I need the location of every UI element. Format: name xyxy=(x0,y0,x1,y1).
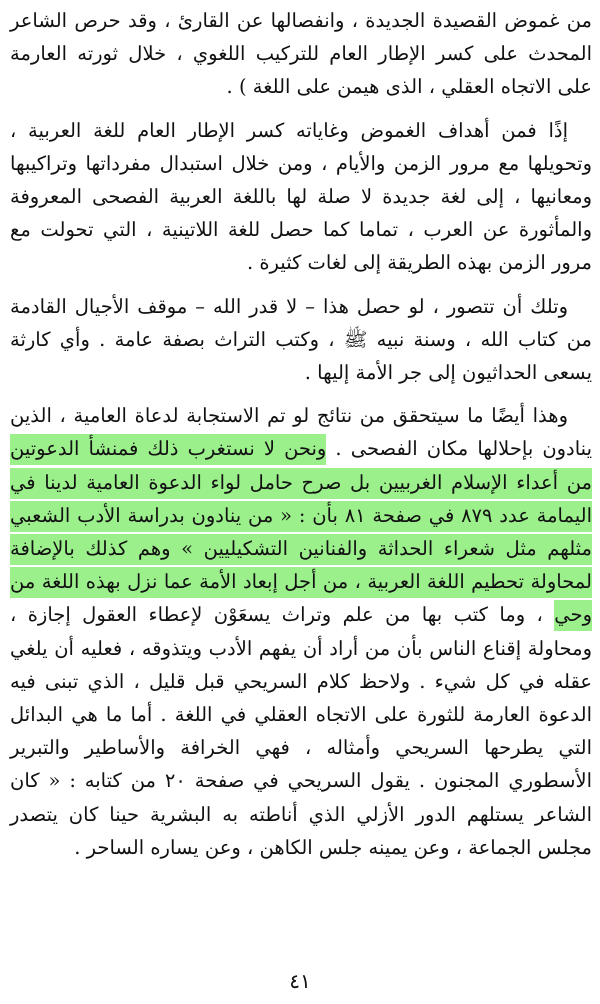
paragraph-4-text-start: وهذا أيضًا ما سيتحقق من نتائج لو تم الاستجابة لدعاة العامية ، الذين ينادون بإحلالها مكان الفصحى . xyxy=(10,404,592,461)
paragraph-1 xyxy=(10,4,592,104)
paragraph-4-text-end: ، وما كتب بها من علم وتراث يسعَوْن لإعطاء العقول إجازة ، ومحاولة إقناع الناس بأن من أراد أن يفهم الأدب ويتذوقه ، فعليه أن يلغي عقله في كل شيء . ولاحظ كلام السريحي قبل قليل ، الذي تبنى فيه الدعوة العارمة للثورة على الاتجاه العقلي في اللغة . أما ما هي البدائل التي يطرحها السريحي وأمثاله ، فهي الخرافة والأساطير والتبرير الأسطوري المجنون . يقول السريحي في صفحة ٢٠ من كتابه : « كان الشاعر يستلهم الدور الأزلي الذي أناطته به البشرية حينا كان يتصدر مجلس الجماعة ، وعن يمينه جلس الكاهن ، وعن يساره الساحر . xyxy=(10,603,592,859)
body-text xyxy=(10,4,592,864)
paragraph-3-text: وتلك أن تتصور ، لو حصل هذا – لا قدر الله – موقف الأجيال القادمة من كتاب الله ، وسنة نبيه ﷺ ، وكتب التراث بصفة عامة . وأي كارثة يسعى الحداثيون إلى جر الأمة إليها . xyxy=(10,294,592,385)
paragraph-1-text: من غموض القصيدة الجديدة ، وانفصالها عن القارئ ، وقد حرص الشاعر المحدث على كسر الإطار العام للتركيب اللغوي ، خلال ثورته العارمة على الاتجاه العقلي ، الذى هيمن على اللغة ) . xyxy=(10,9,592,99)
highlighted-passage: ونحن لا نستغرب ذلك فمنشأ الدعوتين من أعداء الإسلام الغربيين بل صرح حامل لواء الدعوة العامية لدينا في اليمامة عدد ٨٧٩ في صفحة ٨١ بأن : « من ينادون بدراسة الأدب الشعبي مثلهم مثل شعراء الحداثة والفنانين التشكيليين » وهم كذلك بالإضافة لمحاولة تحطيم اللغة العربية ، من أجل إبعاد الأمة عما نزل بهذه اللغة من وحي xyxy=(10,434,592,631)
paragraph-3 xyxy=(10,290,592,390)
paragraph-2-text: إذًا فمن أهداف الغموض وغاياته كسر الإطار العام للغة العربية ، وتحويلها مع مرور الزمن والأيام ، ومن خلال استبدال مفرداتها وتراكيبها ومعانيها ، إلى لغة جديدة لا صلة لها باللغة العربية الفصحى المعروفة والمأثورة عن العرب ، تماما كما حصل للغة اللاتينية ، التي تحولت مع مرور الزمن بهذه الطريقة إلى لغات كثيرة . xyxy=(10,118,592,275)
paragraph-2 xyxy=(10,114,592,280)
page-number: ٤١ xyxy=(289,969,311,993)
paragraph-4 xyxy=(10,399,592,864)
